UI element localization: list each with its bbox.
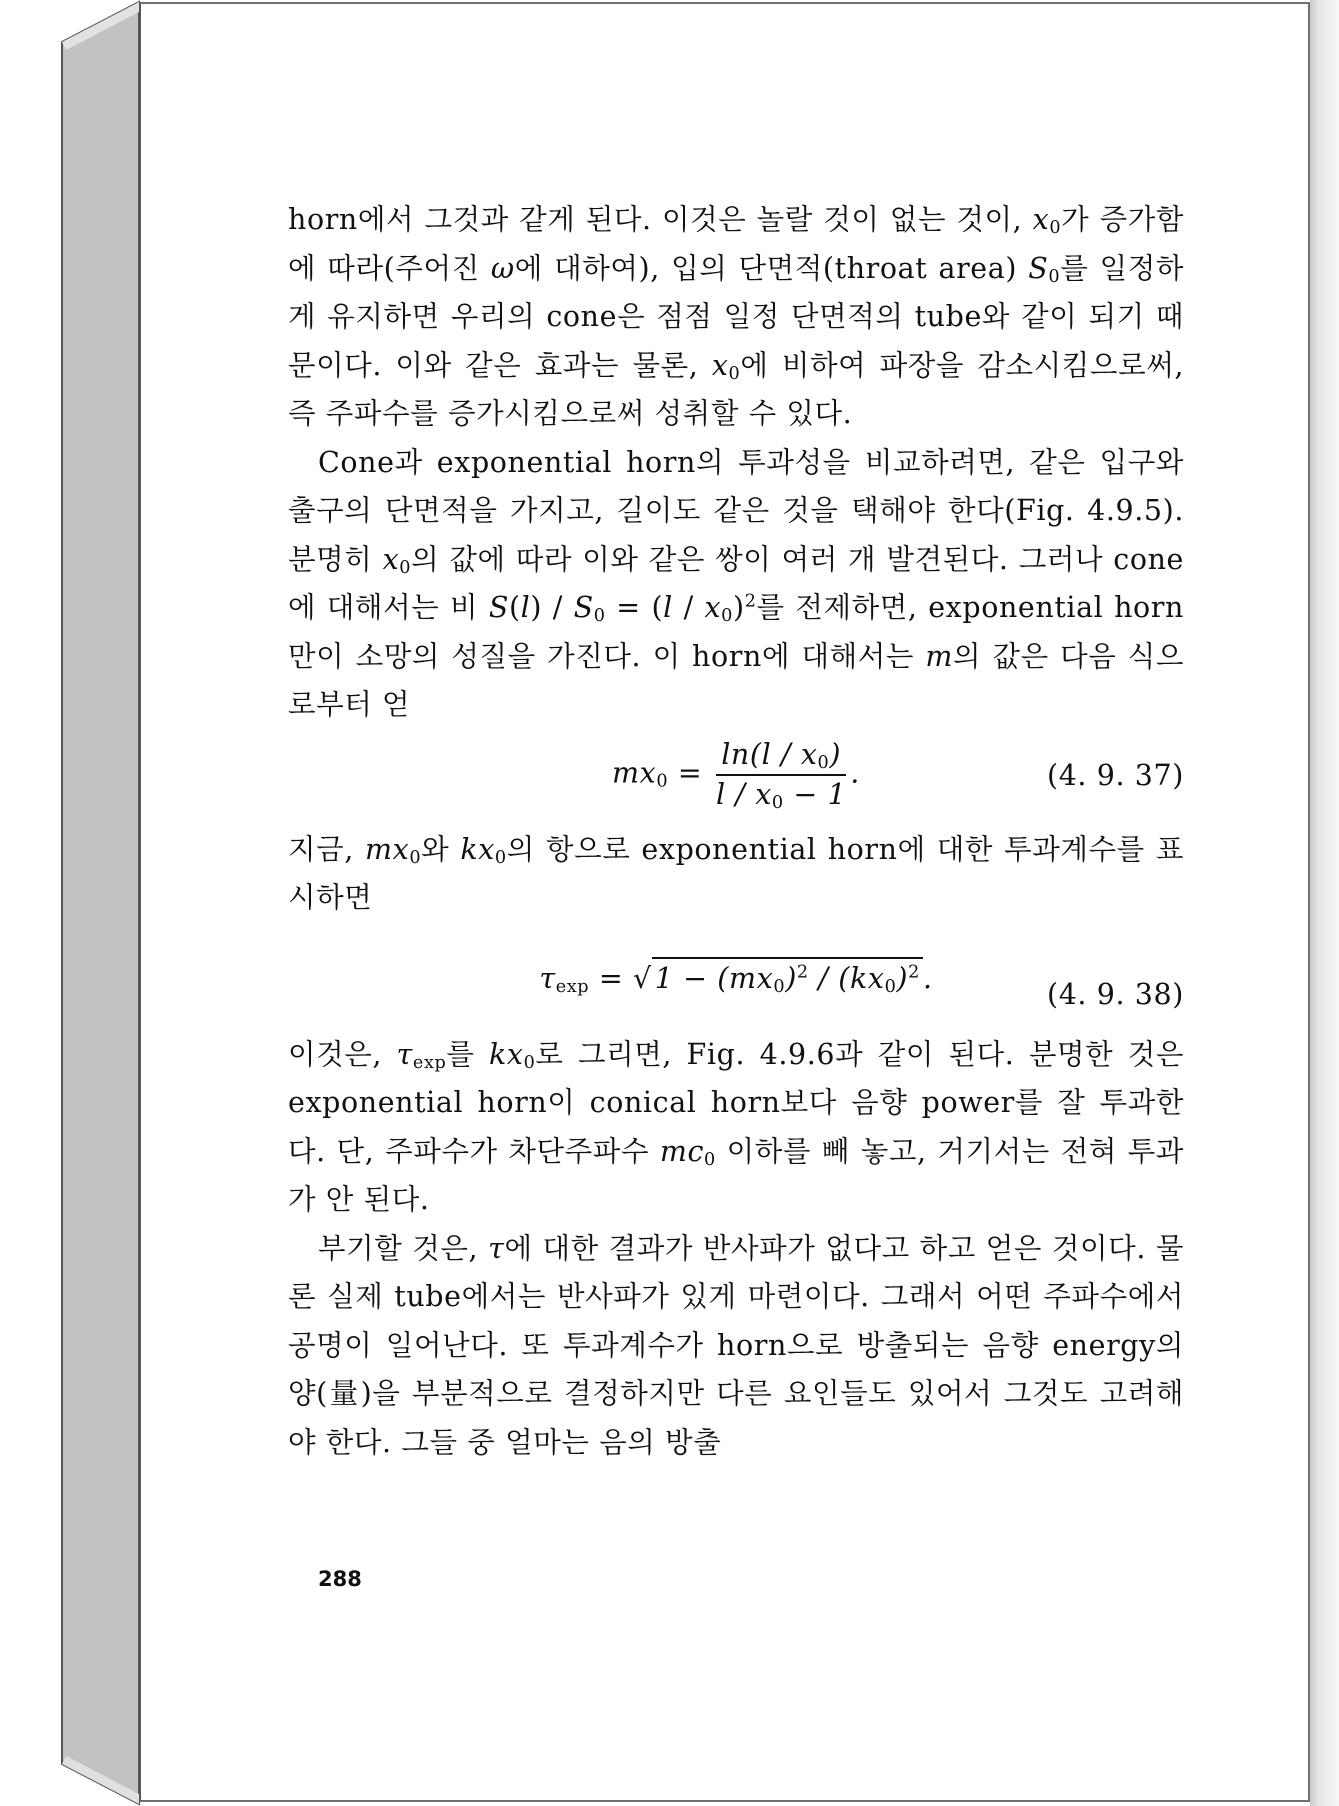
book-spine [0,0,142,1806]
paragraph-1: horn에서 그것과 같게 된다. 이것은 놀랄 것이 없는 것이, $x_0$가 증가함에 따라(주어진 ω에 대하여), 입의 단면적(throat area) $S_0$를 일정하게 유지하면 우리의 cone은 점점 일정 단면적의 tube와 같이 되기 때문이다. 이와 같은 효과는 물론, $x_0$에 비하여 파장을 감소시킴으로써, 즉 주파수를 증가시킴으로써 성취할 수 있다. [288,203,1184,430]
equation-4-9-38: $\tau_{exp}$ = √ $1 - (mx_0)^2 / (kx_0)^2$ . (4. 9. 38) [288,941,1184,1023]
page-edge-shadow [1310,0,1339,1806]
paragraph-3: 지금, $mx_0$와 $kx_0$의 항으로 exponential horn에 대한 투과계수를 표시하면 [288,832,1184,914]
paragraph-5: 부기할 것은, τ에 대한 결과가 반사파가 없다고 하고 얻은 것이다. 물론 실제 tube에서는 반사파가 있게 마련이다. 그래서 어떤 주파수에서 공명이 일어난다. 또 투과계수가 horn으로 방출되는 음향 energy의 양(量)을 부분적으로 결정하지만 다른 요인들도 있어서 그것도 고려해야 한다. 그들 중 얼마는 음의 방출 [288,1231,1184,1459]
equation-number: (4. 9. 37) [1046,758,1184,792]
page-body [288,196,1184,1467]
page-number: 288 [318,1567,362,1591]
equation-4-9-37: $mx_0$ = $\frac{\ln(l / x_0)}{l / x_0 - 1}$ . (4. 9. 37) [612,737,1184,813]
paragraph-4: 이것은, $\tau_{exp}$를 $kx_0$로 그리면, Fig. 4.9.6과 같이 된다. 분명한 것은 exponential horn이 conical horn보다 음향 power를 잘 투과한다. 단, 주파수가 차단주파수 $mc_0$ 이하를 빼 놓고, 거기서는 전혀 투과가 안 된다. [288,1037,1184,1216]
equation-number: (4. 9. 38) [1046,977,1184,1011]
paragraph-2: Cone과 exponential horn의 투과성을 비교하려면, 같은 입구와 출구의 단면적을 가지고, 길이도 같은 것을 택해야 한다(Fig. 4.9.5). 분명히 $x_0$의 값에 따라 이와 같은 쌍이 여러 개 발견된다. 그러나 cone에 대해서는 비 $S(l) / S_0 = (l / x_0)^2$를 전제하면, exponential horn만이 소망의 성질을 가진다. 이 horn에 대해서는 m의 값은 다음 식으로부터 얻 [288,445,1184,721]
